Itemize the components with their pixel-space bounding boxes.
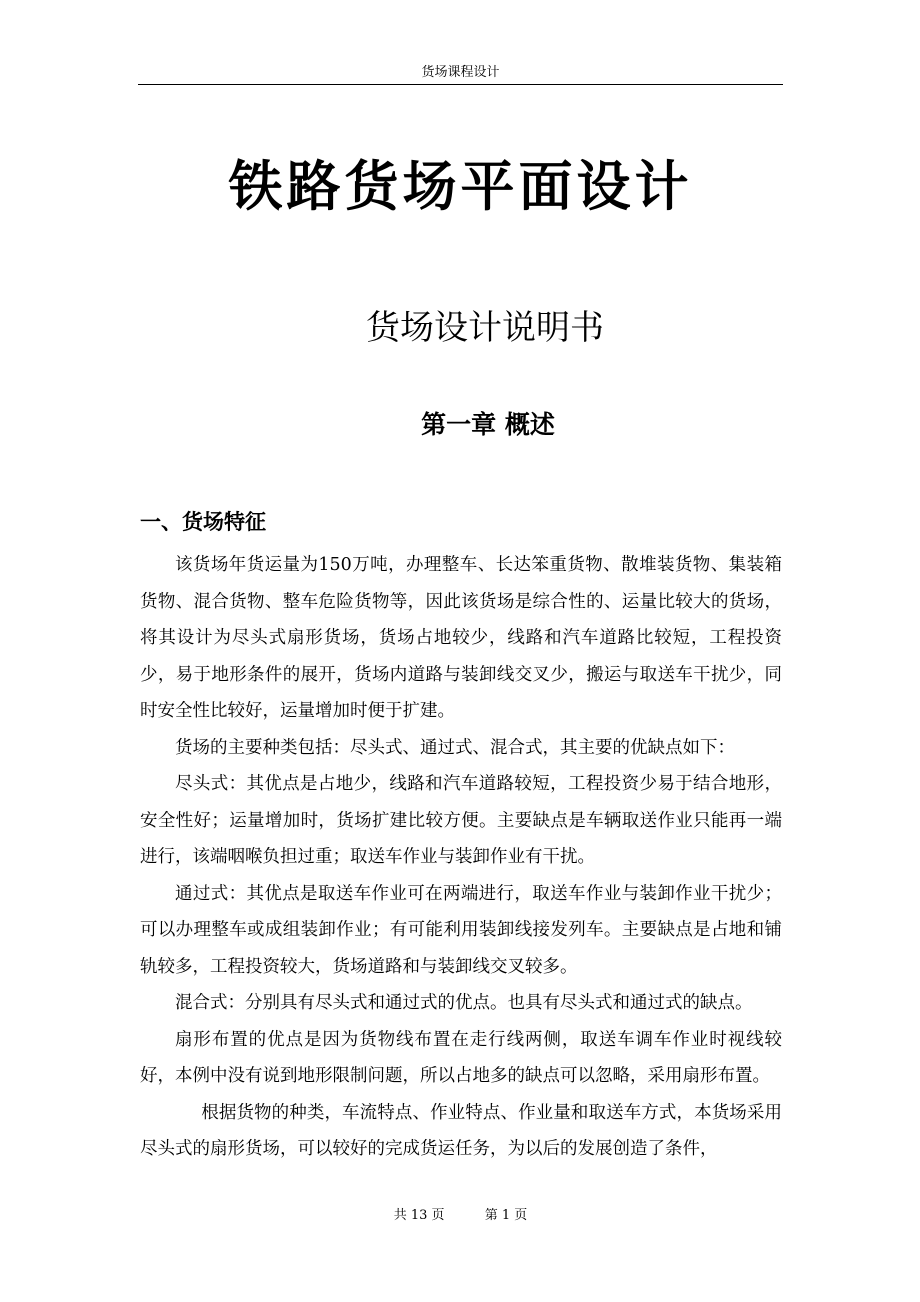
page-number: 第 1 页 xyxy=(484,1208,528,1223)
paragraph: 扇形布置的优点是因为货物线布置在走行线两侧，取送车调车作业时视线较好，本例中没有说到地形限制问题，所以占地多的缺点可以忽略，采用扇形布置。 xyxy=(140,1029,782,1086)
paragraph: 货场的主要种类包括：尽头式、通过式、混合式，其主要的优缺点如下： xyxy=(175,737,735,758)
section-heading: 一、货场特征 xyxy=(140,510,266,534)
paragraph: 通过式：其优点是取送车作业可在两端进行，取送车作业与装卸作业干扰少；可以办理整车或成组装卸作业；有可能利用装卸线接发列车。主要缺点是占地和铺轨较多，工程投资较大，货场道路和与装卸线交叉较多。 xyxy=(140,883,782,977)
body-text xyxy=(140,547,782,1168)
paragraph: 该货场年货运量为150万吨，办理整车、长达笨重货物、散堆装货物、集装箱货物、混合货物、整车危险货物等，因此该货场是综合性的、运量比较大的货场，将其设计为尽头式扇形货场，货场占地较少，线路和汽车道路比较短，工程投资少，易于地形条件的展开，货场内道路与装卸线交叉少，搬运与取送车干扰少，同时安全性比较好，运量增加时便于扩建。 xyxy=(140,555,782,721)
paragraph: 混合式：分别具有尽头式和通过式的优点。也具有尽头式和通过式的缺点。 xyxy=(175,993,753,1013)
page-header: 货场课程设计 xyxy=(421,65,500,80)
paragraph: 根据货物的种类，车流特点、作业特点、作业量和取送车方式，本货场采用尽头式的扇形货场，可以较好的完成货运任务，为以后的发展创造了条件， xyxy=(140,1102,782,1159)
chapter-heading: 第一章 概述 xyxy=(421,410,555,439)
page-footer xyxy=(138,1207,783,1225)
header-rule xyxy=(138,84,783,85)
page-total: 共 13 页 xyxy=(393,1208,445,1223)
document-title: 铁路货场平面设计 xyxy=(228,155,693,218)
paragraph: 尽头式：其优点是占地少，线路和汽车道路较短，工程投资少易于结合地形，安全性好；运量增加时，货场扩建比较方便。主要缺点是车辆取送作业只能再一端进行，该端咽喉负担过重；取送车作业与装卸作业有干扰。 xyxy=(140,774,782,867)
document-subtitle: 货场设计说明书 xyxy=(366,308,604,348)
